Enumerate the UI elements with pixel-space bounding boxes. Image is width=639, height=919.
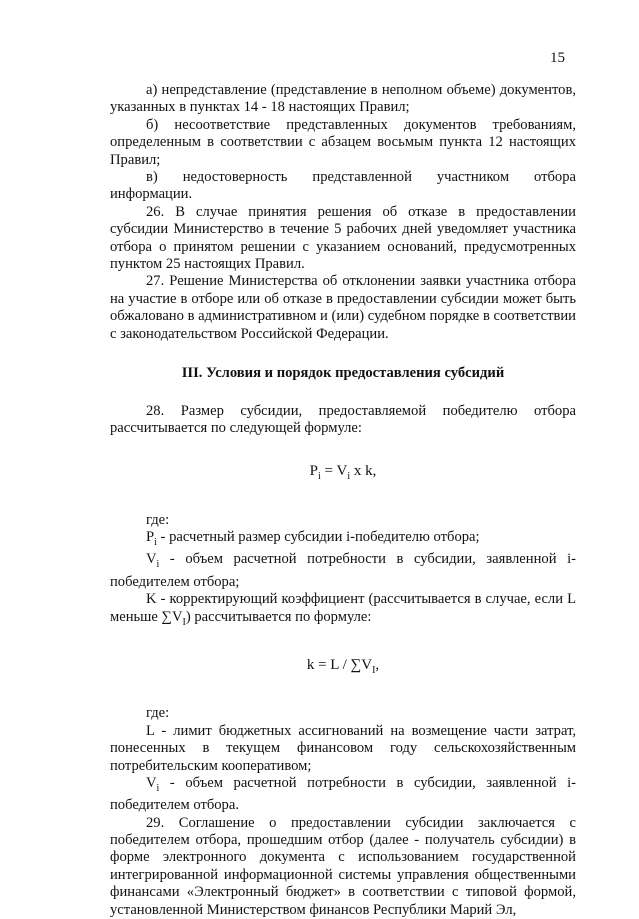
- paragraph-29: 29. Соглашение о предоставлении субсидии заключается с победителем отбора, прошедшим отбор (далее - получатель субсидии) в форме электронного документа с использованием государственной интегрированной информационной системы управления общественными финансами «Электронный бюджет» в соответствии с типовой формой, установленной Министерством финансов Республики Марий Эл,: [110, 814, 576, 918]
- formula-k-tail: ,: [375, 656, 380, 673]
- document-body: [110, 82, 576, 919]
- section-heading: III. Условия и порядок предоставления субсидий: [181, 365, 505, 382]
- definition-vi-2-text: - объем расчетной потребности в субсидии, заявленной i-победителем отбора.: [110, 774, 576, 814]
- formula-pi-mid: = V: [320, 463, 348, 480]
- definition-vi-symbol: V: [146, 551, 157, 568]
- formula-pi-rhs: x k,: [350, 463, 377, 480]
- formula-pi-lhs-sub: i: [318, 471, 321, 483]
- formula-pi-mid-sub: i: [347, 471, 351, 483]
- definition-pi: [110, 529, 576, 551]
- definition-pi-symbol: P: [146, 529, 155, 546]
- paragraph-a: а) непредставление (представление в неполном объеме) документов, указанных в пунктах 14 - 18 настоящих Правил;: [110, 82, 576, 116]
- definition-k-text-1: K - корректирующий коэффициент (рассчитывается в случае, если L меньше ∑V: [110, 591, 576, 625]
- formula-pi: [110, 463, 576, 485]
- where-label-2: где:: [146, 705, 170, 722]
- definition-l: L - лимит бюджетных ассигнований на возмещение части затрат, понесенных в текущем финансовом году сельскохозяйственным потребительским кооперативом;: [110, 722, 576, 774]
- definition-vi-2: [110, 775, 576, 815]
- page-number: 15: [550, 50, 565, 66]
- definition-k-sub: I: [182, 616, 186, 628]
- formula-k-sub: I: [372, 664, 376, 676]
- definition-vi: [110, 551, 576, 591]
- definition-vi-text: - объем расчетной потребности в субсидии, заявленной i-победителем отбора;: [110, 551, 576, 590]
- paragraph-b: б) несоответствие представленных документов требованиям, определенным в соответствии с абзацем восьмым пункта 12 настоящих Правил;: [110, 116, 576, 168]
- formula-k-text: k = L / ∑V: [306, 656, 373, 673]
- definition-pi-text: - расчетный размер субсидии i-победителю отбора;: [156, 529, 480, 546]
- definition-vi-sub: i: [156, 559, 160, 571]
- formula-k: [110, 657, 576, 679]
- definition-vi-2-sub: i: [156, 782, 160, 794]
- paragraph-v: в) недостоверность представленной участником отбора информации.: [110, 169, 576, 203]
- paragraph-28: 28. Размер субсидии, предоставляемой победителю отбора рассчитывается по следующей формуле:: [110, 402, 576, 436]
- definition-pi-sub: i: [154, 537, 157, 549]
- definition-k-text-2: ) рассчитывается по формуле:: [185, 608, 372, 625]
- definition-vi-2-symbol: V: [146, 774, 157, 791]
- where-label-1: где:: [146, 511, 170, 528]
- formula-pi-lhs: P: [309, 463, 318, 480]
- paragraph-26: 26. В случае принятия решения об отказе в предоставлении субсидии Министерство в течение 5 рабочих дней уведомляет участника отбора о принятом решении с указанием оснований, предусмотренных пунктом 25 настоящих Правил.: [110, 203, 576, 273]
- definition-k: [110, 591, 576, 631]
- paragraph-27: 27. Решение Министерства об отклонении заявки участника отбора на участие в отборе или об отказе в предоставлении субсидии может быть обжаловано в административном и (или) судебном порядке в соответствии с законодательством Российской Федерации.: [110, 273, 576, 342]
